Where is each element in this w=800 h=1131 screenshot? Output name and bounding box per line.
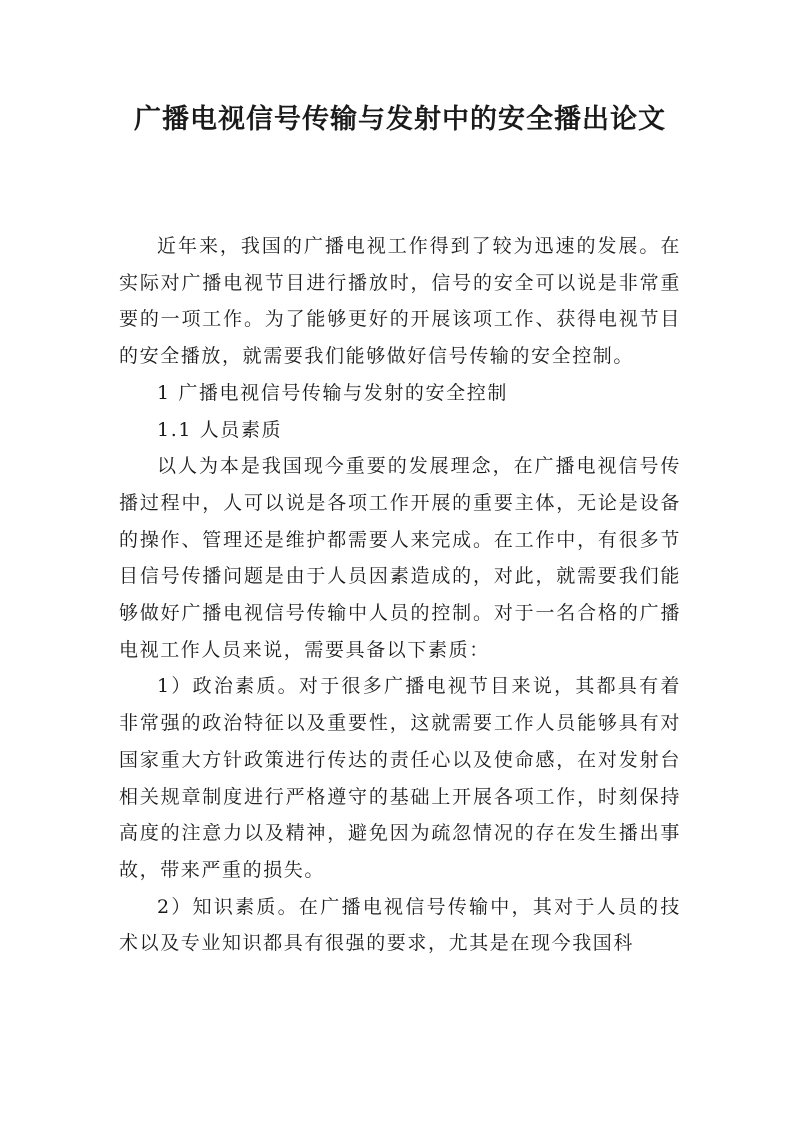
subsection-heading: 1.1 人员素质 <box>157 418 283 441</box>
section-heading: 1 广播电视信号传输与发射的安全控制 <box>157 381 508 404</box>
paragraph-knowledge-quality: 2）知识素质。在广播电视信号传输中，其对于人员的技术以及专业知识都具有很强的要求，尤其是在现今我国科 <box>119 895 681 955</box>
document-body <box>119 228 681 962</box>
paragraph-political-quality: 1）政治素质。对于很多广播电视节目来说，其都具有着非常强的政治特征以及重要性，这就需要工作人员能够具有对国家重大方针政策进行传达的责任心以及使命感，在对发射台相关规章制度进行严格遵守的基础上开展各项工作，时刻保持高度的注意力以及精神，避免因为疏忽情况的存在发生播出事故，带来严重的损失。 <box>119 675 681 881</box>
paragraph-personnel: 以人为本是我国现今重要的发展理念，在广播电视信号传播过程中，人可以说是各项工作开展的重要主体，无论是设备的操作、管理还是维护都需要人来完成。在工作中，有很多节目信号传播问题是由于人员因素造成的，对此，就需要我们能够做好广播电视信号传输中人员的控制。对于一名合格的广播电视工作人员来说，需要具备以下素质： <box>119 455 681 661</box>
document-title: 广播电视信号传输与发射中的安全播出论文 <box>134 104 666 135</box>
paragraph-intro: 近年来，我国的广播电视工作得到了较为迅速的发展。在实际对广播电视节目进行播放时，信号的安全可以说是非常重要的一项工作。为了能够更好的开展该项工作、获得电视节目的安全播放，就需要我们能够做好信号传输的安全控制。 <box>119 235 681 368</box>
